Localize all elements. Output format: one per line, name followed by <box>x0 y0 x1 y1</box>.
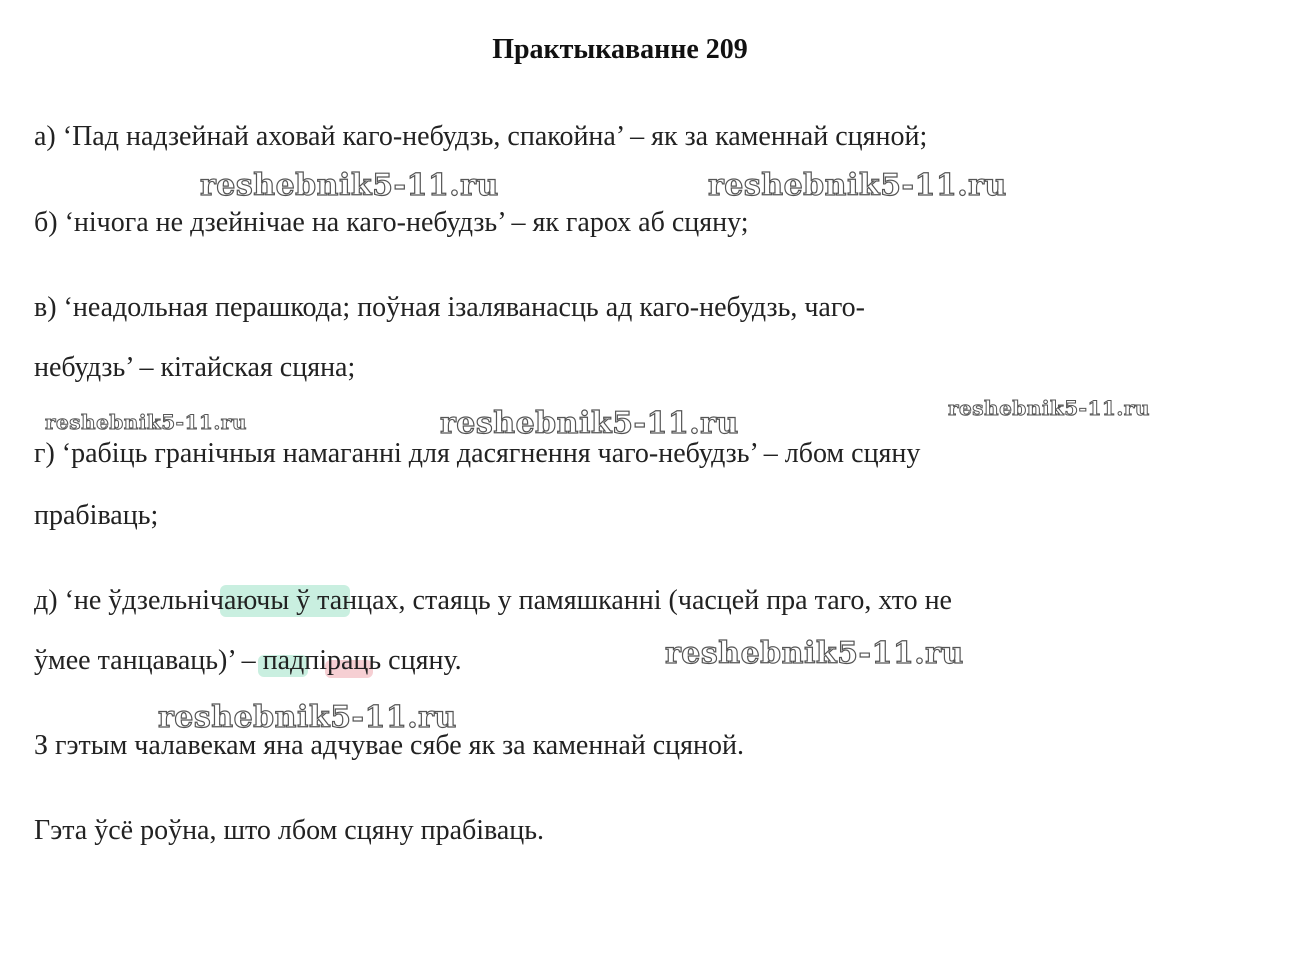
example-sentence-1: З гэтым чалавекам яна адчувае сябе як за каменнай сцяной. <box>34 730 744 761</box>
watermark: reshebnik5-11.ru <box>948 396 1150 420</box>
page-title: Практыкаванне 209 <box>492 34 748 65</box>
text-line-v: в) ‘неадольная перашкода; поўная ізаляванасць ад каго-небудзь, чаго- <box>34 292 865 323</box>
text-line-v-cont: небудзь’ – кітайская сцяна; <box>34 352 356 383</box>
text-line-d-cont: ўмее танцаваць)’ – падпіраць сцяну. <box>34 645 462 676</box>
watermark: reshebnik5-11.ru <box>665 636 964 671</box>
watermark: reshebnik5-11.ru <box>45 410 247 434</box>
text-line-a: а) ‘Пад надзейнай аховай каго-небудзь, спакойна’ – як за каменнай сцяной; <box>34 121 928 152</box>
text-line-d: д) ‘не ўдзельнічаючы ў танцах, стаяць у памяшканні (часцей пра таго, хто не <box>34 585 952 616</box>
watermark: reshebnik5-11.ru <box>200 168 499 203</box>
watermark: reshebnik5-11.ru <box>158 700 457 735</box>
text-line-b: б) ‘нічога не дзейнічае на каго-небудзь’ – як гарох аб сцяну; <box>34 207 749 238</box>
example-sentence-2: Гэта ўсё роўна, што лбом сцяну прабіваць. <box>34 815 545 846</box>
watermark: reshebnik5-11.ru <box>440 406 739 441</box>
watermark: reshebnik5-11.ru <box>708 168 1007 203</box>
text-line-g-cont: прабіваць; <box>34 500 159 531</box>
text-line-g: г) ‘рабіць гранічныя намаганні для дасягнення чаго-небудзь’ – лбом сцяну <box>34 438 921 469</box>
